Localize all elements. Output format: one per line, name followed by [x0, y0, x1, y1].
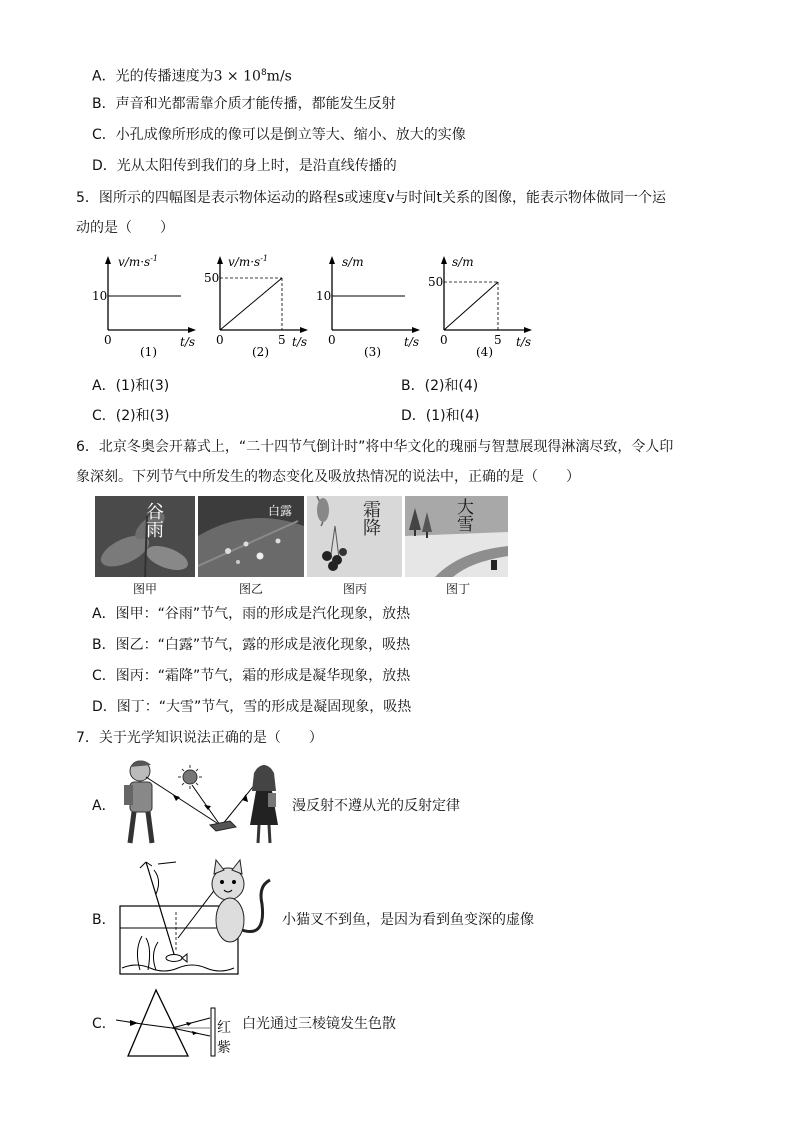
q5-graph-3-origin: 0	[328, 333, 336, 347]
q6-photo-guyu-title: 谷雨	[143, 502, 164, 538]
q7-option-c-text: 白光通过三棱镜发生色散	[242, 1016, 396, 1032]
q6-caption-jia: 图甲	[132, 582, 157, 596]
q6-photo-bailu	[198, 496, 304, 577]
q5-graph-4-xtick: 5	[494, 333, 502, 347]
q6-option-c: C．图丙：“霜降”节气，霜的形成是凝华现象，放热	[92, 668, 411, 684]
q5-graph-4-caption: (4)	[476, 345, 493, 359]
q6-photo-daxue	[405, 496, 508, 577]
q5-graph-4-origin: 0	[440, 333, 448, 347]
q4-option-a-unit: m/s	[266, 68, 292, 85]
q5-graph-4-ylabel: s/m	[452, 255, 474, 269]
q6-photo-guyu	[95, 496, 195, 577]
q5-graph-4-xlabel: t/s	[516, 335, 532, 349]
q7-option-c-screen-label-red: 红	[217, 1020, 231, 1036]
q5-graph-3-caption: (3)	[364, 345, 381, 359]
q7-option-b-text: 小猫叉不到鱼，是因为看到鱼变深的虚像	[282, 912, 534, 928]
q6-option-d: D．图丁：“大雪”节气，雪的形成是凝固现象，吸热	[92, 699, 412, 715]
q5-graph-2-xlabel: t/s	[292, 335, 308, 349]
q4-option-a	[92, 63, 292, 87]
q7-option-b-label: B．	[92, 912, 116, 928]
q6-caption-yi: 图乙	[238, 582, 263, 596]
q5-graph-4	[424, 250, 534, 360]
q6-photo-daxue-title: 大雪	[453, 498, 473, 532]
q5-graph-2-xtick: 5	[278, 333, 286, 347]
q5-graph-2-origin: 0	[216, 333, 224, 347]
q4-option-a-number: 3 × 10	[213, 68, 261, 85]
q5-graph-1-ylabel: $v/m\cdot s^{-1}$	[118, 254, 158, 269]
q6-stem-line1: 6．北京冬奥会开幕式上，“二十四节气倒计时”将中华文化的瑰丽与智慧展现得淋漓尽致，令人印	[76, 439, 674, 455]
q6-photo-bailu-title: 白露	[268, 504, 293, 518]
q7-option-c-label: C．	[92, 1016, 116, 1032]
q5-graph-2-caption: (2)	[252, 345, 269, 359]
q6-caption-ding: 图丁	[445, 582, 470, 596]
q5-graph-2-ytick: 50	[204, 271, 220, 285]
q6-caption-bing: 图丙	[342, 582, 367, 596]
q4-option-b: B．声音和光都需靠介质才能传播，都能发生反射	[92, 96, 396, 112]
q5-option-d: D．(1)和(4)	[401, 408, 480, 424]
q4-option-a-text: A．光的传播速度为	[92, 68, 214, 85]
q5-graph-1-caption: (1)	[140, 345, 157, 359]
q4-option-c: C．小孔成像所形成的像可以是倒立等大、缩小、放大的实像	[92, 127, 466, 143]
q5-graph-3-xlabel: t/s	[404, 335, 420, 349]
q6-option-b: B．图乙：“白露”节气，露的形成是液化现象，吸热	[92, 637, 411, 653]
q5-graph-1-ytick: 10	[92, 289, 108, 303]
q7-option-b-illustration	[116, 858, 284, 978]
q5-option-a: A．(1)和(3)	[92, 378, 170, 394]
q7-option-a-label: A．	[92, 798, 116, 814]
q5-option-b: B．(2)和(4)	[401, 378, 479, 394]
q6-photo-shuangjiang-title: 霜降	[360, 500, 381, 536]
q5-graph-1-origin: 0	[104, 333, 112, 347]
q5-graph-2	[200, 250, 310, 360]
q5-graph-3	[312, 250, 422, 360]
q7-option-a-text: 漫反射不遵从光的反射定律	[292, 798, 460, 814]
q4-option-d: D．光从太阳传到我们的身上时，是沿直线传播的	[92, 158, 397, 174]
q5-graph-1-xlabel: t/s	[180, 335, 196, 349]
q7-option-a-illustration	[118, 755, 290, 850]
q6-stem-line2: 象深刻。下列节气中所发生的物态变化及吸放热情况的说法中，正确的是（ ）	[76, 469, 580, 485]
q5-option-c: C．(2)和(3)	[92, 408, 170, 424]
q5-graph-3-ylabel: s/m	[342, 255, 364, 269]
q5-stem-line1: 5．图所示的四幅图是表示物体运动的路程s或速度v与时间t关系的图像，能表示物体做同一个运	[76, 190, 666, 206]
q5-stem-line2: 动的是（ ）	[76, 220, 174, 236]
q4-option-a-exponent: 8	[260, 68, 267, 78]
q5-graph-2-ylabel: $v/m\cdot s^{-1}$	[228, 254, 268, 269]
q5-graph-3-ytick: 10	[316, 289, 332, 303]
q5-graph-1	[88, 250, 198, 360]
q7-stem: 7．关于光学知识说法正确的是（ ）	[76, 730, 323, 746]
q5-graph-4-ytick: 50	[428, 275, 444, 289]
q6-photo-shuangjiang	[307, 496, 402, 577]
q6-option-a: A．图甲：“谷雨”节气，雨的形成是汽化现象，放热	[92, 606, 411, 622]
q7-option-c-screen-label-purple: 紫	[217, 1040, 231, 1056]
